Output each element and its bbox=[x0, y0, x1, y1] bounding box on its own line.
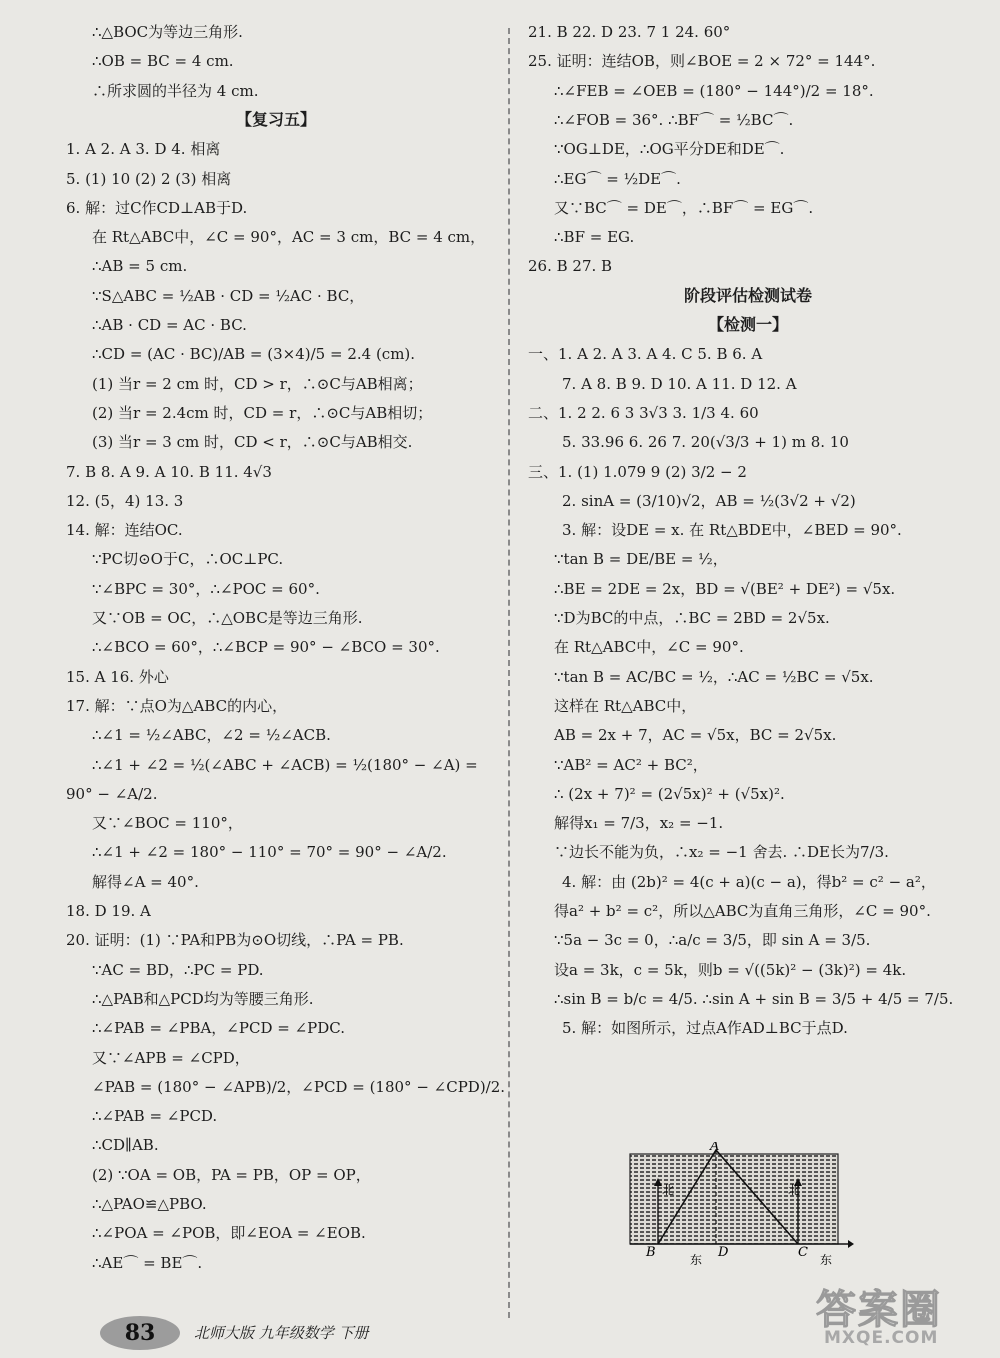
footer-book-info: 北师大版 九年级数学 下册 bbox=[194, 1324, 369, 1342]
left-line: 解得∠A = 40°. bbox=[92, 872, 199, 891]
right-line: 26. B 27. B bbox=[528, 257, 613, 276]
left-line: ∴∠POA = ∠POB，即∠EOA = ∠EOB. bbox=[92, 1224, 366, 1243]
left-line: ∵AC = BD，∴PC = PD. bbox=[92, 960, 264, 979]
left-line: (2) ∵OA = OB，PA = PB，OP = OP， bbox=[92, 1165, 371, 1184]
left-line: 又∵OB = OC，∴△OBC是等边三角形. bbox=[92, 609, 363, 627]
right-line: 7. A 8. B 9. D 10. A 11. D 12. A bbox=[562, 374, 797, 393]
right-line: 又∵BC⌒ = DE⌒，∴BF⌒ = EG⌒. bbox=[554, 198, 814, 217]
left-line: ∴△PAB和△PCD均为等腰三角形. bbox=[92, 989, 314, 1008]
east-label-1: 东 bbox=[690, 1253, 703, 1267]
right-line: ∵5a − 3c = 0，∴a/c = 3/5，即 sin A = 3/5. bbox=[554, 931, 871, 950]
right-line: ∵tan B = DE/BE = ½， bbox=[554, 550, 728, 569]
label-d: D bbox=[718, 1245, 729, 1260]
left-line: 6. 解：过C作CD⊥AB于D. bbox=[66, 198, 248, 217]
right-line: 在 Rt△ABC中，∠C = 90°. bbox=[554, 638, 744, 657]
right-line: AB = 2x + 7，AC = √5x，BC = 2√5x. bbox=[554, 726, 837, 745]
right-line: 5. 33.96 6. 26 7. 20(√3/3 + 1) m 8. 10 bbox=[562, 433, 849, 452]
left-line: ∴△BOC为等边三角形. bbox=[92, 23, 243, 41]
left-line: ∴CD = (AC · BC)/AB = (3×4)/5 = 2.4 (cm). bbox=[92, 345, 416, 364]
right-line: ∵D为BC的中点，∴BC = 2BD = 2√5x. bbox=[554, 609, 830, 627]
left-line: ∴所求圆的半径为 4 cm. bbox=[92, 81, 259, 100]
left-line: (1) 当r = 2 cm 时，CD > r，∴⊙C与AB相离； bbox=[92, 374, 423, 393]
watermark-main-text: 答案圈 bbox=[816, 1287, 942, 1333]
left-line: ∵∠BPC = 30°，∴∠POC = 60°. bbox=[92, 579, 320, 598]
page-number: 83 bbox=[100, 1316, 180, 1350]
left-line: 又∵∠BOC = 110°， bbox=[92, 814, 243, 833]
right-line: 21. B 22. D 23. 7 1 24. 60° bbox=[528, 23, 731, 41]
right-line: ∴EG⌒ = ½DE⌒. bbox=[554, 169, 681, 188]
left-line: 12. (5，4) 13. 3 bbox=[66, 491, 184, 510]
left-line: 又∵∠APB = ∠CPD， bbox=[92, 1048, 250, 1067]
left-line: 1. A 2. A 3. D 4. 相离 bbox=[66, 140, 221, 159]
left-line: 5. (1) 10 (2) 2 (3) 相离 bbox=[66, 169, 232, 188]
sea-region bbox=[630, 1154, 838, 1244]
right-line: 这样在 Rt△ABC中， bbox=[554, 696, 697, 715]
right-line: ∴BF = EG. bbox=[554, 228, 635, 247]
right-line: ∴ (2x + 7)² = (2√5x)² + (√5x)². bbox=[554, 784, 785, 803]
left-line: ∴∠PAB = ∠PCD. bbox=[92, 1107, 218, 1126]
left-line: ∴AB = 5 cm. bbox=[92, 257, 188, 276]
left-line: ∴∠1 = ½∠ABC，∠2 = ½∠ACB. bbox=[92, 726, 331, 745]
left-line: ∴∠PAB = ∠PBA，∠PCD = ∠PDC. bbox=[92, 1019, 345, 1038]
left-line: 18. D 19. A bbox=[66, 902, 151, 920]
left-line: 7. B 8. A 9. A 10. B 11. 4√3 bbox=[66, 462, 272, 481]
left-line: ∴AE⌒ = BE⌒. bbox=[92, 1253, 203, 1272]
left-line: 15. A 16. 外心 bbox=[66, 667, 169, 686]
right-line: 阶段评估检测试卷 bbox=[683, 285, 812, 305]
left-line: ∵S△ABC = ½AB · CD = ½AC · BC， bbox=[92, 286, 365, 305]
right-line: ∴BE = 2DE = 2x，BD = √(BE² + DE²) = √5x. bbox=[554, 579, 896, 598]
left-line: 20. 证明：(1) ∵PA和PB为⊙O切线，∴PA = PB. bbox=[66, 931, 404, 950]
east-arrow-head bbox=[848, 1240, 854, 1248]
left-line: 14. 解：连结OC. bbox=[66, 521, 183, 540]
left-line: 【复习五】 bbox=[235, 109, 316, 129]
right-line: ∴∠FEB = ∠OEB = (180° − 144°)/2 = 18°. bbox=[554, 81, 874, 100]
left-line: 17. 解：∵点O为△ABC的内心， bbox=[66, 696, 288, 715]
right-line: ∴sin B = b/c = 4/5. ∴sin A + sin B = 3/5 + 4/5 = 7/5. bbox=[554, 989, 954, 1008]
left-line: ∠PAB = (180° − ∠APB)/2，∠PCD = (180° − ∠CPD)/2. bbox=[92, 1077, 506, 1096]
label-a: A bbox=[710, 1142, 720, 1154]
right-line: ∵tan B = AC/BC = ½，∴AC = ½BC = √5x. bbox=[554, 667, 874, 686]
right-line: ∴∠FOB = 36°. ∴BF⌒ = ½BC⌒. bbox=[554, 110, 794, 129]
right-line: 5. 解：如图所示，过点A作AD⊥BC于点D. bbox=[562, 1019, 848, 1038]
right-line: ∵边长不能为负，∴x₂ = −1 舍去. ∴DE长为7/3. bbox=[554, 843, 889, 862]
left-line: ∴∠1 + ∠2 = ½(∠ABC + ∠ACB) = ½(180° − ∠A) = bbox=[92, 755, 478, 774]
right-line: 设a = 3k，c = 5k，则b = √((5k)² − (3k)²) = 4k. bbox=[554, 960, 907, 979]
label-c: C bbox=[798, 1245, 808, 1260]
right-line: 三、1. (1) 1.079 9 (2) 3/2 − 2 bbox=[528, 462, 747, 481]
right-line: 25. 证明：连结OB，则∠BOE = 2 × 72° = 144°. bbox=[528, 52, 876, 71]
left-line: ∴∠1 + ∠2 = 180° − 110° = 70° = 90° − ∠A/2. bbox=[92, 843, 447, 862]
north-label-1: 北 bbox=[662, 1183, 675, 1197]
left-line: ∴∠BCO = 60°，∴∠BCP = 90° − ∠BCO = 30°. bbox=[92, 638, 440, 657]
right-line: ∵OG⊥DE，∴OG平分DE和DE⌒. bbox=[554, 140, 785, 159]
right-line: 二、1. 2 2. 6 3 3√3 3. 1/3 4. 60 bbox=[528, 403, 759, 422]
left-line: ∴OB = BC = 4 cm. bbox=[92, 52, 234, 71]
left-line: (2) 当r = 2.4cm 时，CD = r，∴⊙C与AB相切； bbox=[92, 403, 433, 422]
left-line: ∴AB · CD = AC · BC. bbox=[92, 316, 247, 334]
triangle-diagram bbox=[624, 1142, 854, 1272]
left-line: 在 Rt△ABC中，∠C = 90°，AC = 3 cm，BC = 4 cm， bbox=[92, 228, 486, 247]
right-line: 4. 解：由 (2b)² = 4(c + a)(c − a)，得b² = c² − a²， bbox=[562, 872, 936, 891]
right-line: 【检测一】 bbox=[707, 315, 788, 334]
right-line: 2. sinA = (3/10)√2，AB = ½(3√2 + √2) bbox=[562, 491, 856, 510]
watermark-url: MXQE.COM bbox=[824, 1328, 939, 1348]
label-b: B bbox=[646, 1245, 656, 1260]
right-line: 一、1. A 2. A 3. A 4. C 5. B 6. A bbox=[528, 345, 763, 364]
right-line: 解得x₁ = 7/3，x₂ = −1. bbox=[554, 814, 724, 833]
right-line: 3. 解：设DE = x. 在 Rt△BDE中，∠BED = 90°. bbox=[562, 521, 902, 540]
left-line: 90° − ∠A/2. bbox=[66, 784, 158, 803]
east-label-2: 东 bbox=[820, 1253, 833, 1267]
north-label-2: 北 bbox=[788, 1183, 801, 1197]
right-line: 得a² + b² = c²，所以△ABC为直角三角形，∠C = 90°. bbox=[554, 902, 931, 920]
right-line: ∵AB² = AC² + BC²， bbox=[554, 755, 708, 774]
left-line: ∵PC切⊙O于C，∴OC⊥PC. bbox=[92, 550, 284, 569]
watermark-logo bbox=[816, 1278, 986, 1354]
left-line: (3) 当r = 3 cm 时，CD < r，∴⊙C与AB相交. bbox=[92, 433, 413, 452]
column-divider bbox=[508, 28, 510, 1318]
left-line: ∴△PAO≌△PBO. bbox=[92, 1195, 207, 1213]
left-line: ∴CD∥AB. bbox=[92, 1136, 159, 1155]
triangle-diagram-svg bbox=[624, 1142, 854, 1272]
